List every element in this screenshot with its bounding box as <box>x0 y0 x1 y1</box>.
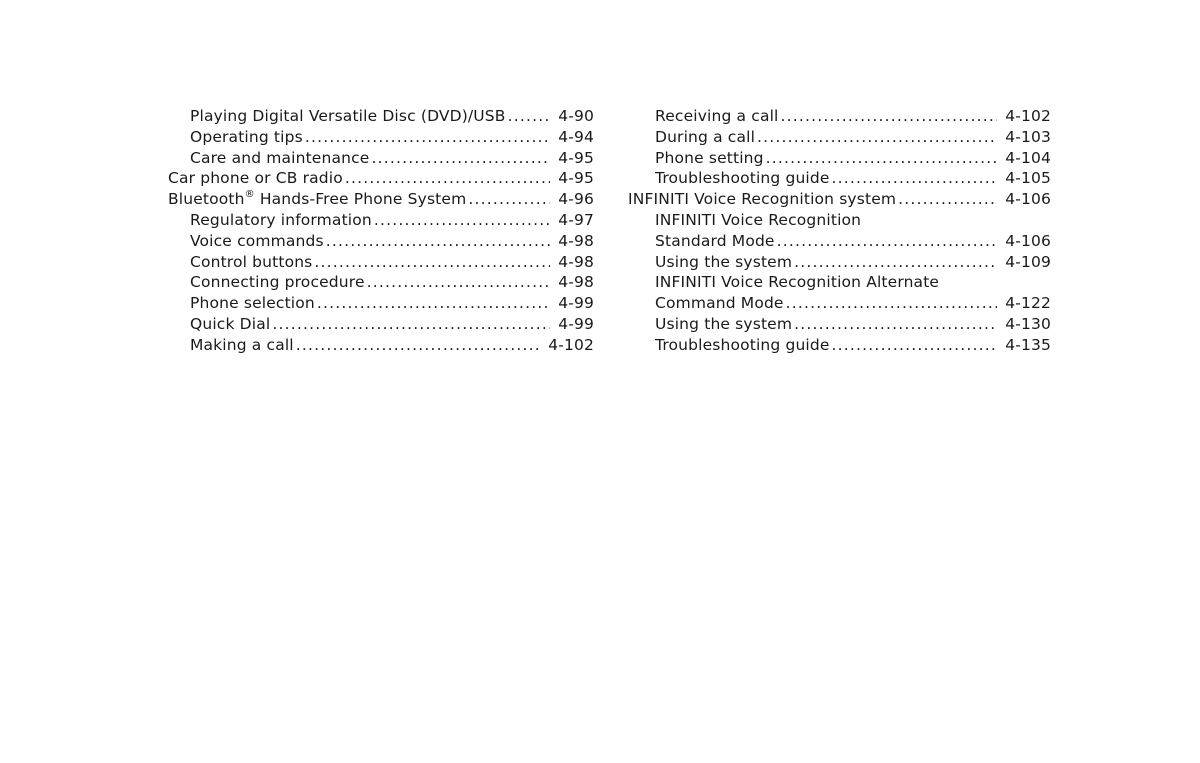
toc-entry-page: 4-106 <box>1005 231 1051 250</box>
toc-entry-page: 4-103 <box>1005 127 1051 146</box>
leader-dots <box>508 106 551 127</box>
toc-entry-care-and-maintenance[interactable] <box>168 148 594 169</box>
toc-entry-page: 4-109 <box>1005 252 1051 271</box>
toc-entry-troubleshooting-guide[interactable] <box>628 335 1051 356</box>
toc-column-right <box>628 106 1051 356</box>
leader-dots <box>314 252 550 273</box>
toc-entry-page: 4-105 <box>1005 169 1051 188</box>
toc-entry-title-line1: INFINITI Voice Recognition Alternate <box>655 273 940 292</box>
toc-entry-page: 4-102 <box>1005 107 1051 125</box>
toc-entry-page: 4-102 <box>548 335 594 354</box>
leader-dots <box>374 210 550 231</box>
toc-entry-title: Phone selection <box>190 294 315 313</box>
toc-entry-title: Control buttons <box>190 252 313 271</box>
toc-entry-using-the-system[interactable] <box>628 314 1051 335</box>
toc-entry-operating-tips[interactable] <box>168 127 594 148</box>
toc-entry-title: Regulatory information <box>190 210 372 229</box>
toc-entry-page: 4-99 <box>558 314 594 333</box>
toc-entry-title: Voice commands <box>190 231 324 250</box>
toc-entry-page: 4-98 <box>558 273 594 292</box>
toc-entry-phone-setting[interactable] <box>628 148 1051 169</box>
leader-dots <box>786 293 998 314</box>
toc-entry-title <box>168 189 466 210</box>
toc-entry-voice-recognition-system[interactable] <box>628 189 1051 210</box>
toc-entry-page: 4-106 <box>1005 190 1051 209</box>
toc-entry-standard-mode[interactable] <box>628 231 1051 252</box>
toc-entry-title: Receiving a call <box>655 107 779 125</box>
toc-entry-page: 4-96 <box>558 190 594 209</box>
toc-entry-command-mode[interactable] <box>628 293 1051 314</box>
toc-entry-page: 4-94 <box>558 127 594 146</box>
registered-mark: ® <box>244 189 255 201</box>
toc-entry-receiving-a-call[interactable] <box>628 106 1051 127</box>
toc-entry-title: Troubleshooting guide <box>655 169 830 188</box>
toc-entry-title: Care and maintenance <box>190 148 370 167</box>
leader-dots <box>305 127 550 148</box>
toc-entry-title: Command Mode <box>655 294 784 313</box>
toc-entry-title: Connecting procedure <box>190 273 365 292</box>
toc-entry-title: During a call <box>655 127 756 146</box>
toc-entry-page: 4-90 <box>558 107 594 125</box>
leader-dots <box>777 231 998 252</box>
toc-entry-page: 4-98 <box>558 231 594 250</box>
leader-dots <box>794 314 997 335</box>
leader-dots <box>272 314 550 335</box>
toc-entry-page: 4-122 <box>1005 294 1051 313</box>
toc-entry-page: 4-135 <box>1005 335 1051 354</box>
leader-dots <box>832 335 998 356</box>
toc-entry-title: Operating tips <box>190 127 303 146</box>
leader-dots <box>345 168 550 189</box>
toc-entry-using-the-system[interactable] <box>628 252 1051 273</box>
toc-entry-page: 4-97 <box>558 210 594 229</box>
toc-entry-quick-dial[interactable] <box>168 314 594 335</box>
toc-entry-page: 4-95 <box>558 148 594 167</box>
toc-entry-control-buttons[interactable] <box>168 252 594 273</box>
leader-dots <box>317 293 550 314</box>
leader-dots <box>367 272 551 293</box>
toc-entry-regulatory-information[interactable] <box>168 210 594 231</box>
toc-entry-during-a-call[interactable] <box>628 127 1051 148</box>
toc-entry-bluetooth-hands-free[interactable] <box>168 189 594 210</box>
leader-dots <box>898 189 997 210</box>
toc-entry-page: 4-104 <box>1005 148 1051 167</box>
toc-entry-title: INFINITI Voice Recognition system <box>628 190 897 209</box>
leader-dots <box>326 231 551 252</box>
toc-column-left <box>168 106 594 356</box>
leader-dots <box>757 127 997 148</box>
toc-entry-voice-commands[interactable] <box>168 231 594 252</box>
toc-entry-title: Using the system <box>655 314 793 333</box>
toc-entry-title-line1: INFINITI Voice Recognition <box>655 210 862 229</box>
toc-entry-title: Troubleshooting guide <box>655 335 830 354</box>
toc-entry-title-main: Bluetooth <box>168 190 245 209</box>
toc-entry-page: 4-98 <box>558 252 594 271</box>
leader-dots <box>296 335 540 356</box>
toc-entry-troubleshooting-guide[interactable] <box>628 168 1051 189</box>
toc-entry-title: Standard Mode <box>655 231 775 250</box>
toc-entry-connecting-procedure[interactable] <box>168 272 594 293</box>
leader-dots <box>832 168 998 189</box>
leader-dots <box>781 106 998 127</box>
toc-entry-playing-dvd-usb[interactable] <box>168 106 594 127</box>
leader-dots <box>468 189 550 210</box>
toc-entry-title: Playing Digital Versatile Disc (DVD)/USB <box>190 107 506 125</box>
leader-dots <box>794 252 997 273</box>
toc-entry-page: 4-130 <box>1005 314 1051 333</box>
toc-entry-page: 4-95 <box>558 169 594 188</box>
toc-entry-title: Making a call <box>190 335 294 354</box>
leader-dots <box>371 148 550 169</box>
toc-entry-making-a-call[interactable] <box>168 335 594 356</box>
toc-entry-title: Phone setting <box>655 148 764 167</box>
toc-entry-car-phone-cb-radio[interactable] <box>168 168 594 189</box>
toc-entry-title: Car phone or CB radio <box>168 169 343 188</box>
toc-entry-title: Quick Dial <box>190 314 271 333</box>
toc-entry-phone-selection[interactable] <box>168 293 594 314</box>
leader-dots <box>766 148 998 169</box>
toc-entry-title: Using the system <box>655 252 793 271</box>
toc-entry-title-rest: Hands-Free Phone System <box>254 190 467 209</box>
toc-entry-page: 4-99 <box>558 294 594 313</box>
